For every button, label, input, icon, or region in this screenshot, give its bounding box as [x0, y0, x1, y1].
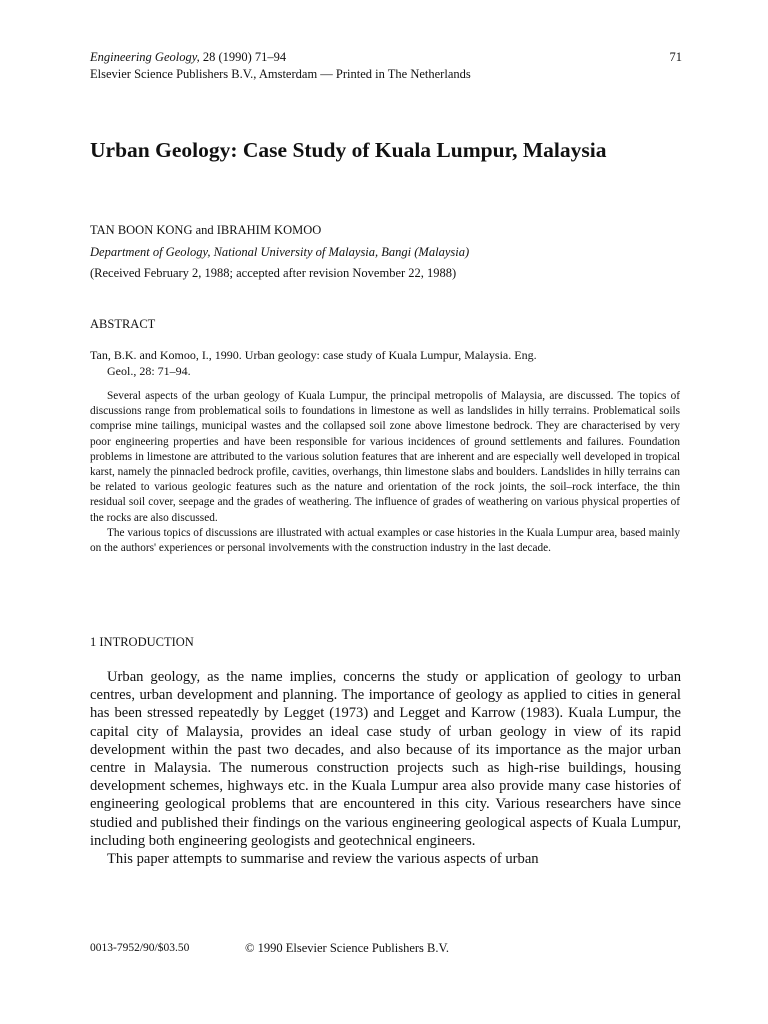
copyright-notice: © 1990 Elsevier Science Publishers B.V. [245, 941, 450, 955]
journal-header [90, 49, 682, 83]
page-number: 71 [669, 50, 682, 64]
abstract-paragraph: Several aspects of the urban geology of Kuala Lumpur, the principal metropolis of Malaysia, are discussed. The topics of discussions range from problematical soils to foundations in limestone as well as landslides in hilly terrains. Problematical soils comprise mine tailings, municipal wastes and the collapsed soil zone above limestone bedrock. They are characterised by very poor engineering properties and have been responsible for various incidences of ground settlements and failures. Foundation problems in limestone are attributed to the various solution features that are inherent and are especially well developed in tropical karst, namely the pinnacled bedrock profile, cavities, overhangs, thin limestone slabs and boulders. Landslides in hilly terrains can be related to various geologic features such as the nature and orientation of the rock joints, the soil–rock interface, the thin residual soil cover, seepage and the grades of weathering. The influence of grades of weathering on various physical properties of the rocks are also discussed. [90, 390, 680, 524]
received-dates: (Received February 2, 1988; accepted after revision November 22, 1988) [90, 266, 457, 280]
authors: TAN BOON KONG and IBRAHIM KOMOO [90, 223, 322, 237]
abstract-body [90, 389, 680, 556]
abstract-heading: ABSTRACT [90, 317, 156, 331]
article-title: Urban Geology: Case Study of Kuala Lumpur, Malaysia [90, 138, 607, 162]
introduction-body [90, 668, 681, 868]
section-heading-introduction: 1 INTRODUCTION [90, 635, 194, 649]
issn-code: 0013-7952/90/$03.50 [90, 942, 190, 954]
abstract-paragraph: The various topics of discussions are illustrated with actual examples or case histories in the Kuala Lumpur area, based mainly on the authors' experiences or personal involvements with the construction industry in the last decade. [90, 526, 680, 555]
citation-line-2: Geol., 28: 71–94. [107, 364, 191, 378]
affiliation: Department of Geology, National University of Malaysia, Bangi (Malaysia) [90, 245, 470, 259]
volume-info: 28 (1990) 71–94 [199, 50, 287, 64]
introduction-paragraph: This paper attempts to summarise and review the various aspects of urban [107, 851, 539, 868]
page-footer [90, 941, 690, 956]
journal-name: Engineering Geology, [90, 50, 200, 64]
introduction-paragraph: Urban geology, as the name implies, concerns the study or application of geology to urban centres, urban development and planning. The importance of geology as applied to cities in general has been stressed repeatedly by Legget (1973) and Legget and Karrow (1983). Kuala Lumpur, the capital city of Malaysia, provides an ideal case study of urban geology in view of its rapid development within the past two decades, and also because of its importance as the major urban centre in Malaysia. The numerous construction projects such as high-rise buildings, housing development schemes, highways etc. in the Kuala Lumpur area also provide many case histories of engineering geological problems that are encountered in this city. Various researchers have since studied and published their findings on the various engineering geological aspects of Kuala Lumpur, including both engineering geologists and geotechnical engineers. [90, 669, 681, 849]
abstract-citation [90, 347, 678, 379]
citation-line-1: Tan, B.K. and Komoo, I., 1990. Urban geology: case study of Kuala Lumpur, Malaysia. Eng. [90, 348, 537, 362]
journal-citation-line [90, 49, 682, 66]
publisher-line: Elsevier Science Publishers B.V., Amsterdam — Printed in The Netherlands [90, 67, 471, 81]
